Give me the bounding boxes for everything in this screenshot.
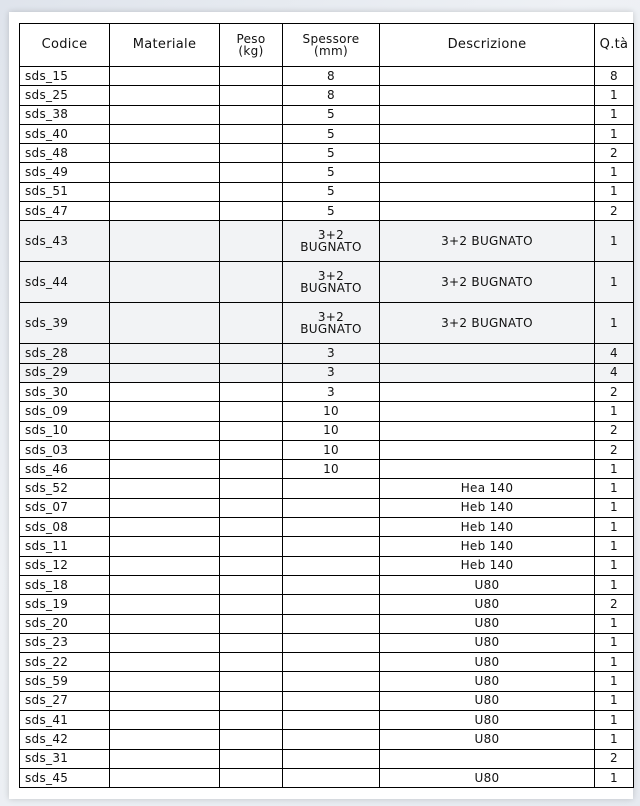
cell-codice: sds_18 (20, 575, 110, 594)
cell-qta: 1 (595, 479, 634, 498)
cell-descrizione: Hea 140 (380, 479, 595, 498)
table-row (20, 749, 634, 768)
cell-codice: sds_09 (20, 402, 110, 421)
cell-descrizione: U80 (380, 768, 595, 787)
cell-materiale (110, 363, 220, 382)
cell-materiale (110, 144, 220, 163)
header-peso-line2: (kg) (238, 44, 264, 58)
cell-codice: sds_30 (20, 382, 110, 401)
cell-peso (220, 498, 283, 517)
cell-peso (220, 421, 283, 440)
cell-descrizione (380, 460, 595, 479)
cell-codice: sds_40 (20, 124, 110, 143)
cell-spessore: 10 (283, 460, 380, 479)
cell-descrizione (380, 440, 595, 459)
cell-materiale (110, 768, 220, 787)
cell-peso (220, 653, 283, 672)
cell-materiale (110, 182, 220, 201)
cell-peso (220, 124, 283, 143)
cell-spessore (283, 262, 380, 303)
cell-qta: 2 (595, 144, 634, 163)
cell-spessore: 10 (283, 440, 380, 459)
cell-peso (220, 202, 283, 221)
cell-descrizione: 3+2 BUGNATO (380, 262, 595, 303)
cell-materiale (110, 262, 220, 303)
cell-peso (220, 382, 283, 401)
cell-codice: sds_46 (20, 460, 110, 479)
cell-materiale (110, 221, 220, 262)
cell-qta: 1 (595, 730, 634, 749)
cell-qta: 8 (595, 67, 634, 86)
cell-qta: 1 (595, 124, 634, 143)
cell-peso (220, 303, 283, 344)
table-row (20, 537, 634, 556)
table-row (20, 633, 634, 652)
cell-peso (220, 363, 283, 382)
cell-peso (220, 460, 283, 479)
cell-codice: sds_52 (20, 479, 110, 498)
cell-spessore (283, 633, 380, 652)
cell-qta: 1 (595, 182, 634, 201)
cell-materiale (110, 440, 220, 459)
cell-descrizione (380, 105, 595, 124)
cell-codice: sds_51 (20, 182, 110, 201)
cell-descrizione: Heb 140 (380, 518, 595, 537)
cell-descrizione (380, 344, 595, 363)
cell-descrizione (380, 382, 595, 401)
cell-spessore (283, 711, 380, 730)
cell-spessore-line2: BUGNATO (300, 240, 362, 255)
cell-peso (220, 105, 283, 124)
header-spessore (283, 24, 380, 67)
cell-codice: sds_39 (20, 303, 110, 344)
table-row (20, 768, 634, 787)
table-row (20, 262, 634, 303)
cell-codice: sds_11 (20, 537, 110, 556)
cell-spessore: 5 (283, 182, 380, 201)
cell-qta: 1 (595, 518, 634, 537)
cell-qta: 1 (595, 633, 634, 652)
cell-peso (220, 730, 283, 749)
table-row (20, 303, 634, 344)
cell-qta: 1 (595, 575, 634, 594)
cell-spessore (283, 498, 380, 517)
cell-descrizione: Heb 140 (380, 498, 595, 517)
cell-materiale (110, 653, 220, 672)
cell-materiale (110, 479, 220, 498)
cell-qta: 2 (595, 202, 634, 221)
cell-spessore: 3 (283, 382, 380, 401)
cell-descrizione (380, 402, 595, 421)
cell-codice: sds_07 (20, 498, 110, 517)
cell-spessore (283, 768, 380, 787)
cell-qta: 2 (595, 440, 634, 459)
cell-spessore: 3 (283, 344, 380, 363)
cell-peso (220, 262, 283, 303)
cell-qta: 1 (595, 691, 634, 710)
cell-materiale (110, 344, 220, 363)
cell-descrizione: Heb 140 (380, 556, 595, 575)
cell-descrizione (380, 421, 595, 440)
cell-qta: 1 (595, 672, 634, 691)
cell-materiale (110, 595, 220, 614)
table-body (20, 67, 634, 788)
cell-codice: sds_25 (20, 86, 110, 105)
cell-materiale (110, 749, 220, 768)
cell-materiale (110, 537, 220, 556)
cell-peso (220, 344, 283, 363)
header-peso (220, 24, 283, 67)
table-row (20, 730, 634, 749)
cell-qta: 1 (595, 653, 634, 672)
cell-spessore (283, 518, 380, 537)
cell-materiale (110, 556, 220, 575)
cell-descrizione: U80 (380, 575, 595, 594)
cell-codice: sds_28 (20, 344, 110, 363)
table-row (20, 672, 634, 691)
cell-qta: 1 (595, 460, 634, 479)
cell-materiale (110, 460, 220, 479)
cell-materiale (110, 382, 220, 401)
cell-spessore: 5 (283, 202, 380, 221)
cell-descrizione (380, 202, 595, 221)
cell-descrizione: U80 (380, 730, 595, 749)
cell-descrizione (380, 144, 595, 163)
cell-qta: 1 (595, 711, 634, 730)
cell-codice: sds_41 (20, 711, 110, 730)
cell-codice: sds_45 (20, 768, 110, 787)
cell-descrizione: Heb 140 (380, 537, 595, 556)
cell-qta: 1 (595, 303, 634, 344)
header-qta: Q.tà (595, 24, 634, 67)
cell-codice: sds_27 (20, 691, 110, 710)
table-row (20, 124, 634, 143)
cell-codice: sds_20 (20, 614, 110, 633)
table-row (20, 221, 634, 262)
cell-codice: sds_08 (20, 518, 110, 537)
cell-codice: sds_47 (20, 202, 110, 221)
cell-peso (220, 440, 283, 459)
cell-spessore: 8 (283, 86, 380, 105)
header-materiale: Materiale (110, 24, 220, 67)
cell-codice: sds_15 (20, 67, 110, 86)
cell-peso (220, 768, 283, 787)
cell-materiale (110, 575, 220, 594)
table-row (20, 440, 634, 459)
cell-spessore (283, 691, 380, 710)
cell-peso (220, 575, 283, 594)
header-codice: Codice (20, 24, 110, 67)
cell-qta: 2 (595, 595, 634, 614)
cell-qta: 1 (595, 498, 634, 517)
cell-codice: sds_59 (20, 672, 110, 691)
cell-spessore-line2: BUGNATO (300, 281, 362, 296)
cell-codice: sds_44 (20, 262, 110, 303)
cell-materiale (110, 614, 220, 633)
table-row (20, 479, 634, 498)
cell-peso (220, 595, 283, 614)
cell-qta: 1 (595, 105, 634, 124)
header-peso-line1: Peso (236, 32, 266, 46)
cell-peso (220, 402, 283, 421)
cell-descrizione (380, 86, 595, 105)
cell-spessore (283, 672, 380, 691)
cell-peso (220, 614, 283, 633)
cell-descrizione: U80 (380, 691, 595, 710)
cell-descrizione: 3+2 BUGNATO (380, 303, 595, 344)
cell-materiale (110, 672, 220, 691)
cell-spessore (283, 556, 380, 575)
table-row (20, 460, 634, 479)
cell-codice: sds_29 (20, 363, 110, 382)
cell-peso (220, 163, 283, 182)
cell-spessore-line1: 3+2 (317, 310, 345, 325)
table-row (20, 575, 634, 594)
table-row (20, 86, 634, 105)
cell-materiale (110, 730, 220, 749)
table-row (20, 202, 634, 221)
cell-spessore-line2: BUGNATO (300, 322, 362, 337)
cell-spessore: 5 (283, 124, 380, 143)
drawing-sheet (9, 12, 633, 799)
table-row (20, 363, 634, 382)
cell-descrizione (380, 363, 595, 382)
table-row (20, 498, 634, 517)
cell-materiale (110, 421, 220, 440)
cell-spessore (283, 595, 380, 614)
cell-descrizione (380, 182, 595, 201)
cell-descrizione (380, 67, 595, 86)
cell-spessore (283, 749, 380, 768)
cell-qta: 1 (595, 402, 634, 421)
cell-qta: 2 (595, 382, 634, 401)
cell-peso (220, 67, 283, 86)
cell-spessore: 5 (283, 105, 380, 124)
table-row (20, 344, 634, 363)
cell-descrizione (380, 749, 595, 768)
bill-of-materials-table (19, 23, 634, 788)
header-descrizione: Descrizione (380, 24, 595, 67)
cell-qta: 2 (595, 421, 634, 440)
cell-peso (220, 672, 283, 691)
table-row (20, 595, 634, 614)
cell-qta: 1 (595, 537, 634, 556)
cell-materiale (110, 86, 220, 105)
cell-qta: 4 (595, 344, 634, 363)
table-row (20, 67, 634, 86)
cell-descrizione: U80 (380, 711, 595, 730)
cell-peso (220, 556, 283, 575)
cell-spessore: 5 (283, 163, 380, 182)
cell-spessore (283, 730, 380, 749)
table-row (20, 518, 634, 537)
table-row (20, 163, 634, 182)
cell-materiale (110, 303, 220, 344)
cell-peso (220, 182, 283, 201)
cell-spessore: 3 (283, 363, 380, 382)
cell-materiale (110, 633, 220, 652)
cell-spessore: 10 (283, 421, 380, 440)
table-row (20, 614, 634, 633)
cell-descrizione: U80 (380, 653, 595, 672)
table-row (20, 182, 634, 201)
cell-codice: sds_03 (20, 440, 110, 459)
cell-spessore: 8 (283, 67, 380, 86)
cell-descrizione: 3+2 BUGNATO (380, 221, 595, 262)
cell-codice: sds_38 (20, 105, 110, 124)
table-row (20, 653, 634, 672)
cell-materiale (110, 711, 220, 730)
table-header (20, 24, 634, 67)
cell-materiale (110, 67, 220, 86)
cell-codice: sds_42 (20, 730, 110, 749)
header-spessore-line2: (mm) (314, 44, 348, 58)
cell-codice: sds_10 (20, 421, 110, 440)
cell-spessore (283, 537, 380, 556)
cell-codice: sds_43 (20, 221, 110, 262)
cell-peso (220, 86, 283, 105)
cell-materiale (110, 402, 220, 421)
cell-peso (220, 221, 283, 262)
cell-qta: 4 (595, 363, 634, 382)
cell-spessore (283, 303, 380, 344)
cell-qta: 1 (595, 221, 634, 262)
cell-peso (220, 633, 283, 652)
cell-qta: 2 (595, 749, 634, 768)
cell-qta: 1 (595, 262, 634, 303)
cell-descrizione: U80 (380, 614, 595, 633)
cell-spessore (283, 575, 380, 594)
cell-peso (220, 537, 283, 556)
cell-spessore (283, 614, 380, 633)
cell-codice: sds_31 (20, 749, 110, 768)
header-spessore-line1: Spessore (302, 32, 360, 46)
cell-spessore (283, 653, 380, 672)
cell-peso (220, 144, 283, 163)
cell-codice: sds_19 (20, 595, 110, 614)
cell-qta: 1 (595, 163, 634, 182)
table-row (20, 382, 634, 401)
cell-peso (220, 518, 283, 537)
cell-qta: 1 (595, 86, 634, 105)
cell-materiale (110, 105, 220, 124)
cell-descrizione (380, 163, 595, 182)
table-row (20, 711, 634, 730)
cell-descrizione: U80 (380, 672, 595, 691)
cell-qta: 1 (595, 614, 634, 633)
cell-qta: 1 (595, 768, 634, 787)
cell-spessore-line1: 3+2 (317, 269, 345, 284)
cell-codice: sds_48 (20, 144, 110, 163)
table-row (20, 556, 634, 575)
cell-peso (220, 749, 283, 768)
cell-descrizione (380, 124, 595, 143)
cell-materiale (110, 498, 220, 517)
cell-qta: 1 (595, 556, 634, 575)
cell-peso (220, 479, 283, 498)
cell-codice: sds_23 (20, 633, 110, 652)
cell-materiale (110, 518, 220, 537)
cell-descrizione: U80 (380, 633, 595, 652)
cell-spessore: 5 (283, 144, 380, 163)
cell-spessore-line1: 3+2 (317, 228, 345, 243)
cell-descrizione: U80 (380, 595, 595, 614)
cell-materiale (110, 691, 220, 710)
table-row (20, 421, 634, 440)
table-row (20, 402, 634, 421)
cell-spessore: 10 (283, 402, 380, 421)
cell-spessore (283, 479, 380, 498)
cell-peso (220, 691, 283, 710)
cell-codice: sds_12 (20, 556, 110, 575)
cell-codice: sds_22 (20, 653, 110, 672)
table-row (20, 105, 634, 124)
cell-materiale (110, 163, 220, 182)
cell-peso (220, 711, 283, 730)
cell-materiale (110, 124, 220, 143)
table-row (20, 144, 634, 163)
cell-materiale (110, 202, 220, 221)
cell-codice: sds_49 (20, 163, 110, 182)
table-row (20, 691, 634, 710)
cell-spessore (283, 221, 380, 262)
